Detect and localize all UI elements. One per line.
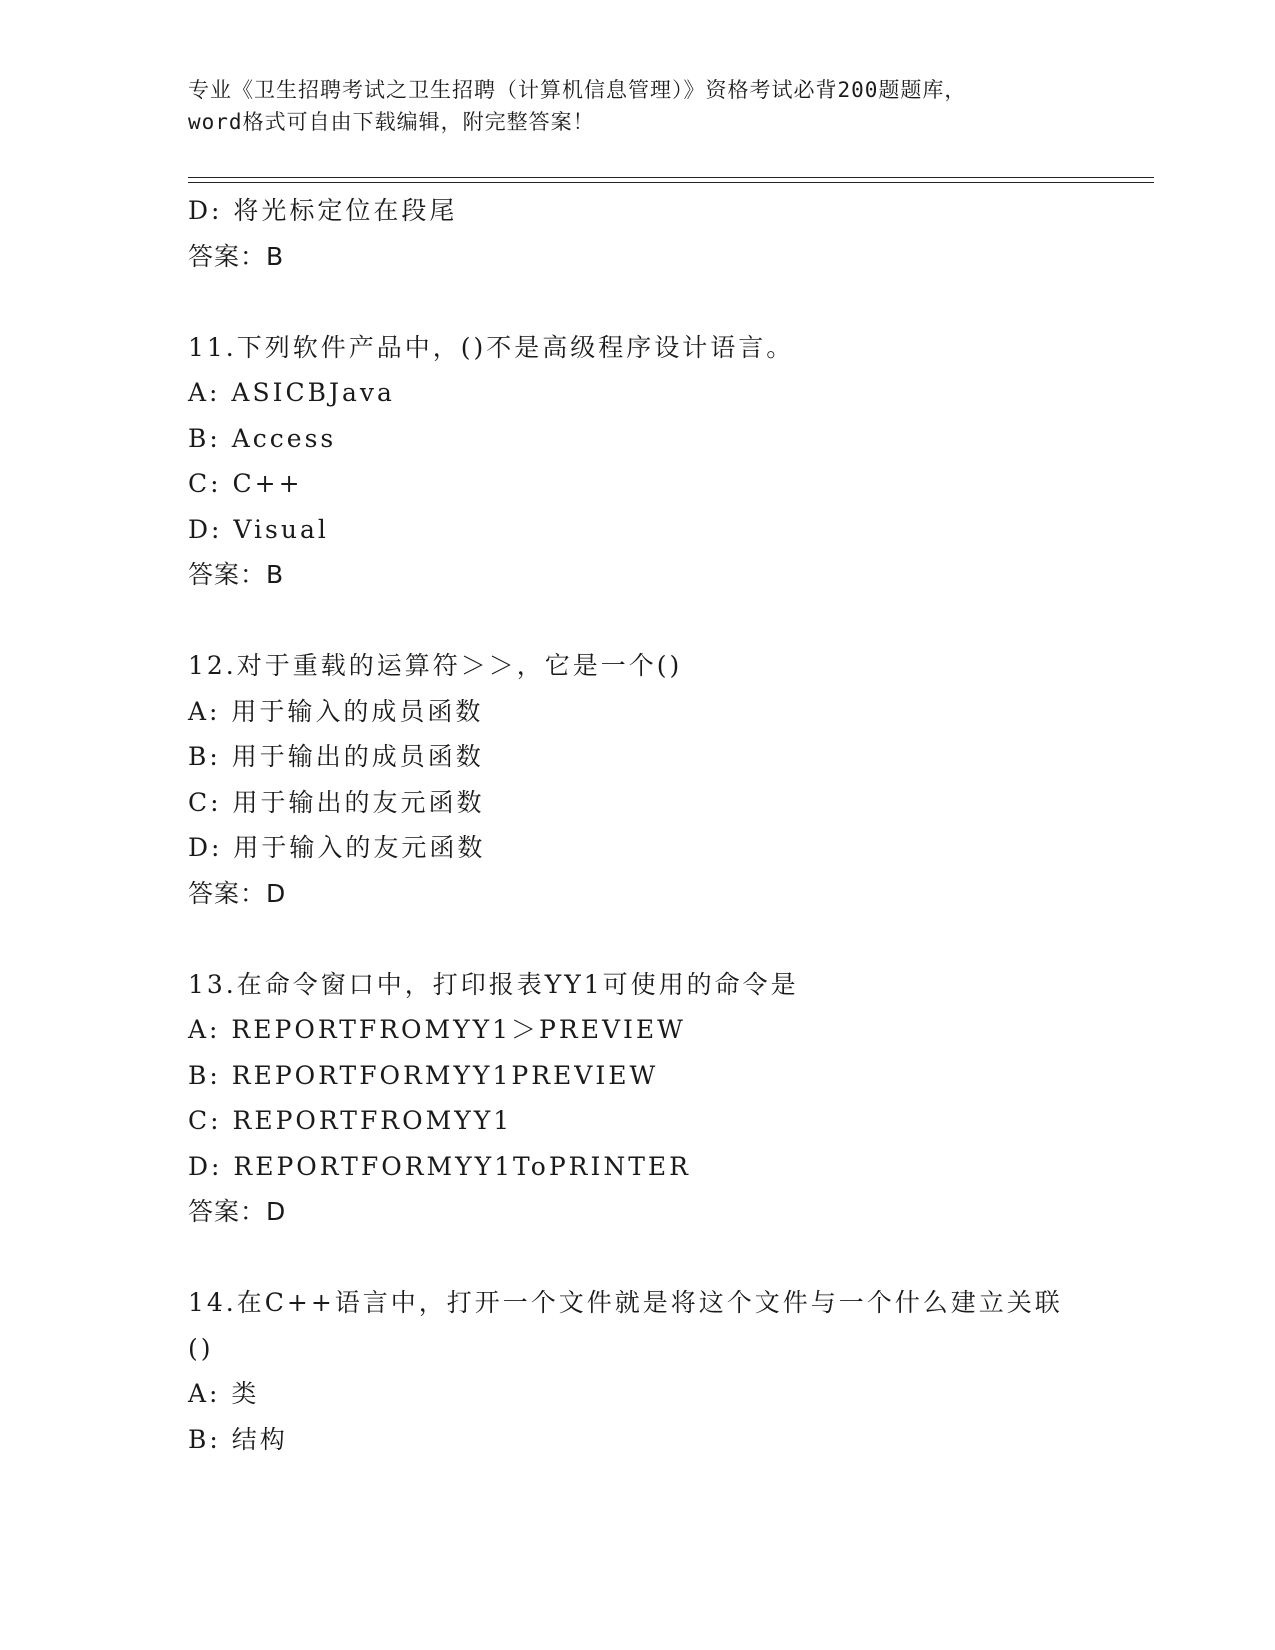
question-stem: 12.对于重载的运算符＞＞，它是一个() [188, 651, 683, 680]
answer-line: 答案：D [188, 878, 287, 908]
spacer [188, 598, 1088, 644]
header-rule-bottom [188, 182, 1154, 183]
document-header [188, 74, 1088, 138]
question-13 [188, 962, 1088, 1235]
option-c: C: 用于输出的友元函数 [188, 787, 485, 817]
question-14 [188, 1280, 1088, 1462]
spacer [188, 916, 1088, 962]
question-stem: 13.在命令窗口中，打印报表YY1可使用的命令是 [188, 969, 799, 999]
option-a: A: 用于输入的成员函数 [188, 696, 484, 726]
option-b: B: REPORTFORMYY1PREVIEW [188, 1060, 659, 1090]
question-stem: 14.在C++语言中，打开一个文件就是将这个文件与一个什么建立关联 [188, 1288, 1063, 1317]
header-line-1: 专业《卫生招聘考试之卫生招聘（计算机信息管理）》资格考试必背200题题库， [188, 78, 967, 102]
option-c: C: REPORTFROMYY1 [188, 1106, 513, 1135]
option-c: C: C++ [188, 469, 303, 498]
option-d: D: 用于输入的友元函数 [188, 833, 486, 862]
option-d: D: REPORTFORMYY1ToPRINTER [188, 1151, 691, 1181]
question-stem-continued: () [188, 1333, 214, 1363]
question-list [188, 188, 1088, 1462]
option-b: B: Access [188, 423, 337, 453]
question-12 [188, 643, 1088, 916]
option-d: D: Visual [188, 514, 329, 544]
spacer [188, 1235, 1088, 1281]
header-rule-top [188, 177, 1154, 178]
answer-line: 答案：B [188, 241, 285, 271]
answer-line: 答案：D [188, 1197, 287, 1226]
option-a: A: 类 [188, 1379, 260, 1408]
question-10-tail [188, 188, 1088, 279]
question-11 [188, 325, 1088, 598]
option-a: A: REPORTFROMYY1＞PREVIEW [188, 1015, 686, 1044]
answer-line: 答案：B [188, 560, 285, 589]
option-b: B: 结构 [188, 1424, 288, 1454]
option-a: A: ASICBJava [188, 378, 395, 407]
option-d: D: 将光标定位在段尾 [188, 196, 458, 225]
question-stem: 11.下列软件产品中，()不是高级程序设计语言。 [188, 332, 795, 362]
header-line-2: word格式可自由下载编辑，附完整答案！ [188, 110, 595, 134]
option-b: B: 用于输出的成员函数 [188, 742, 484, 771]
spacer [188, 279, 1088, 325]
